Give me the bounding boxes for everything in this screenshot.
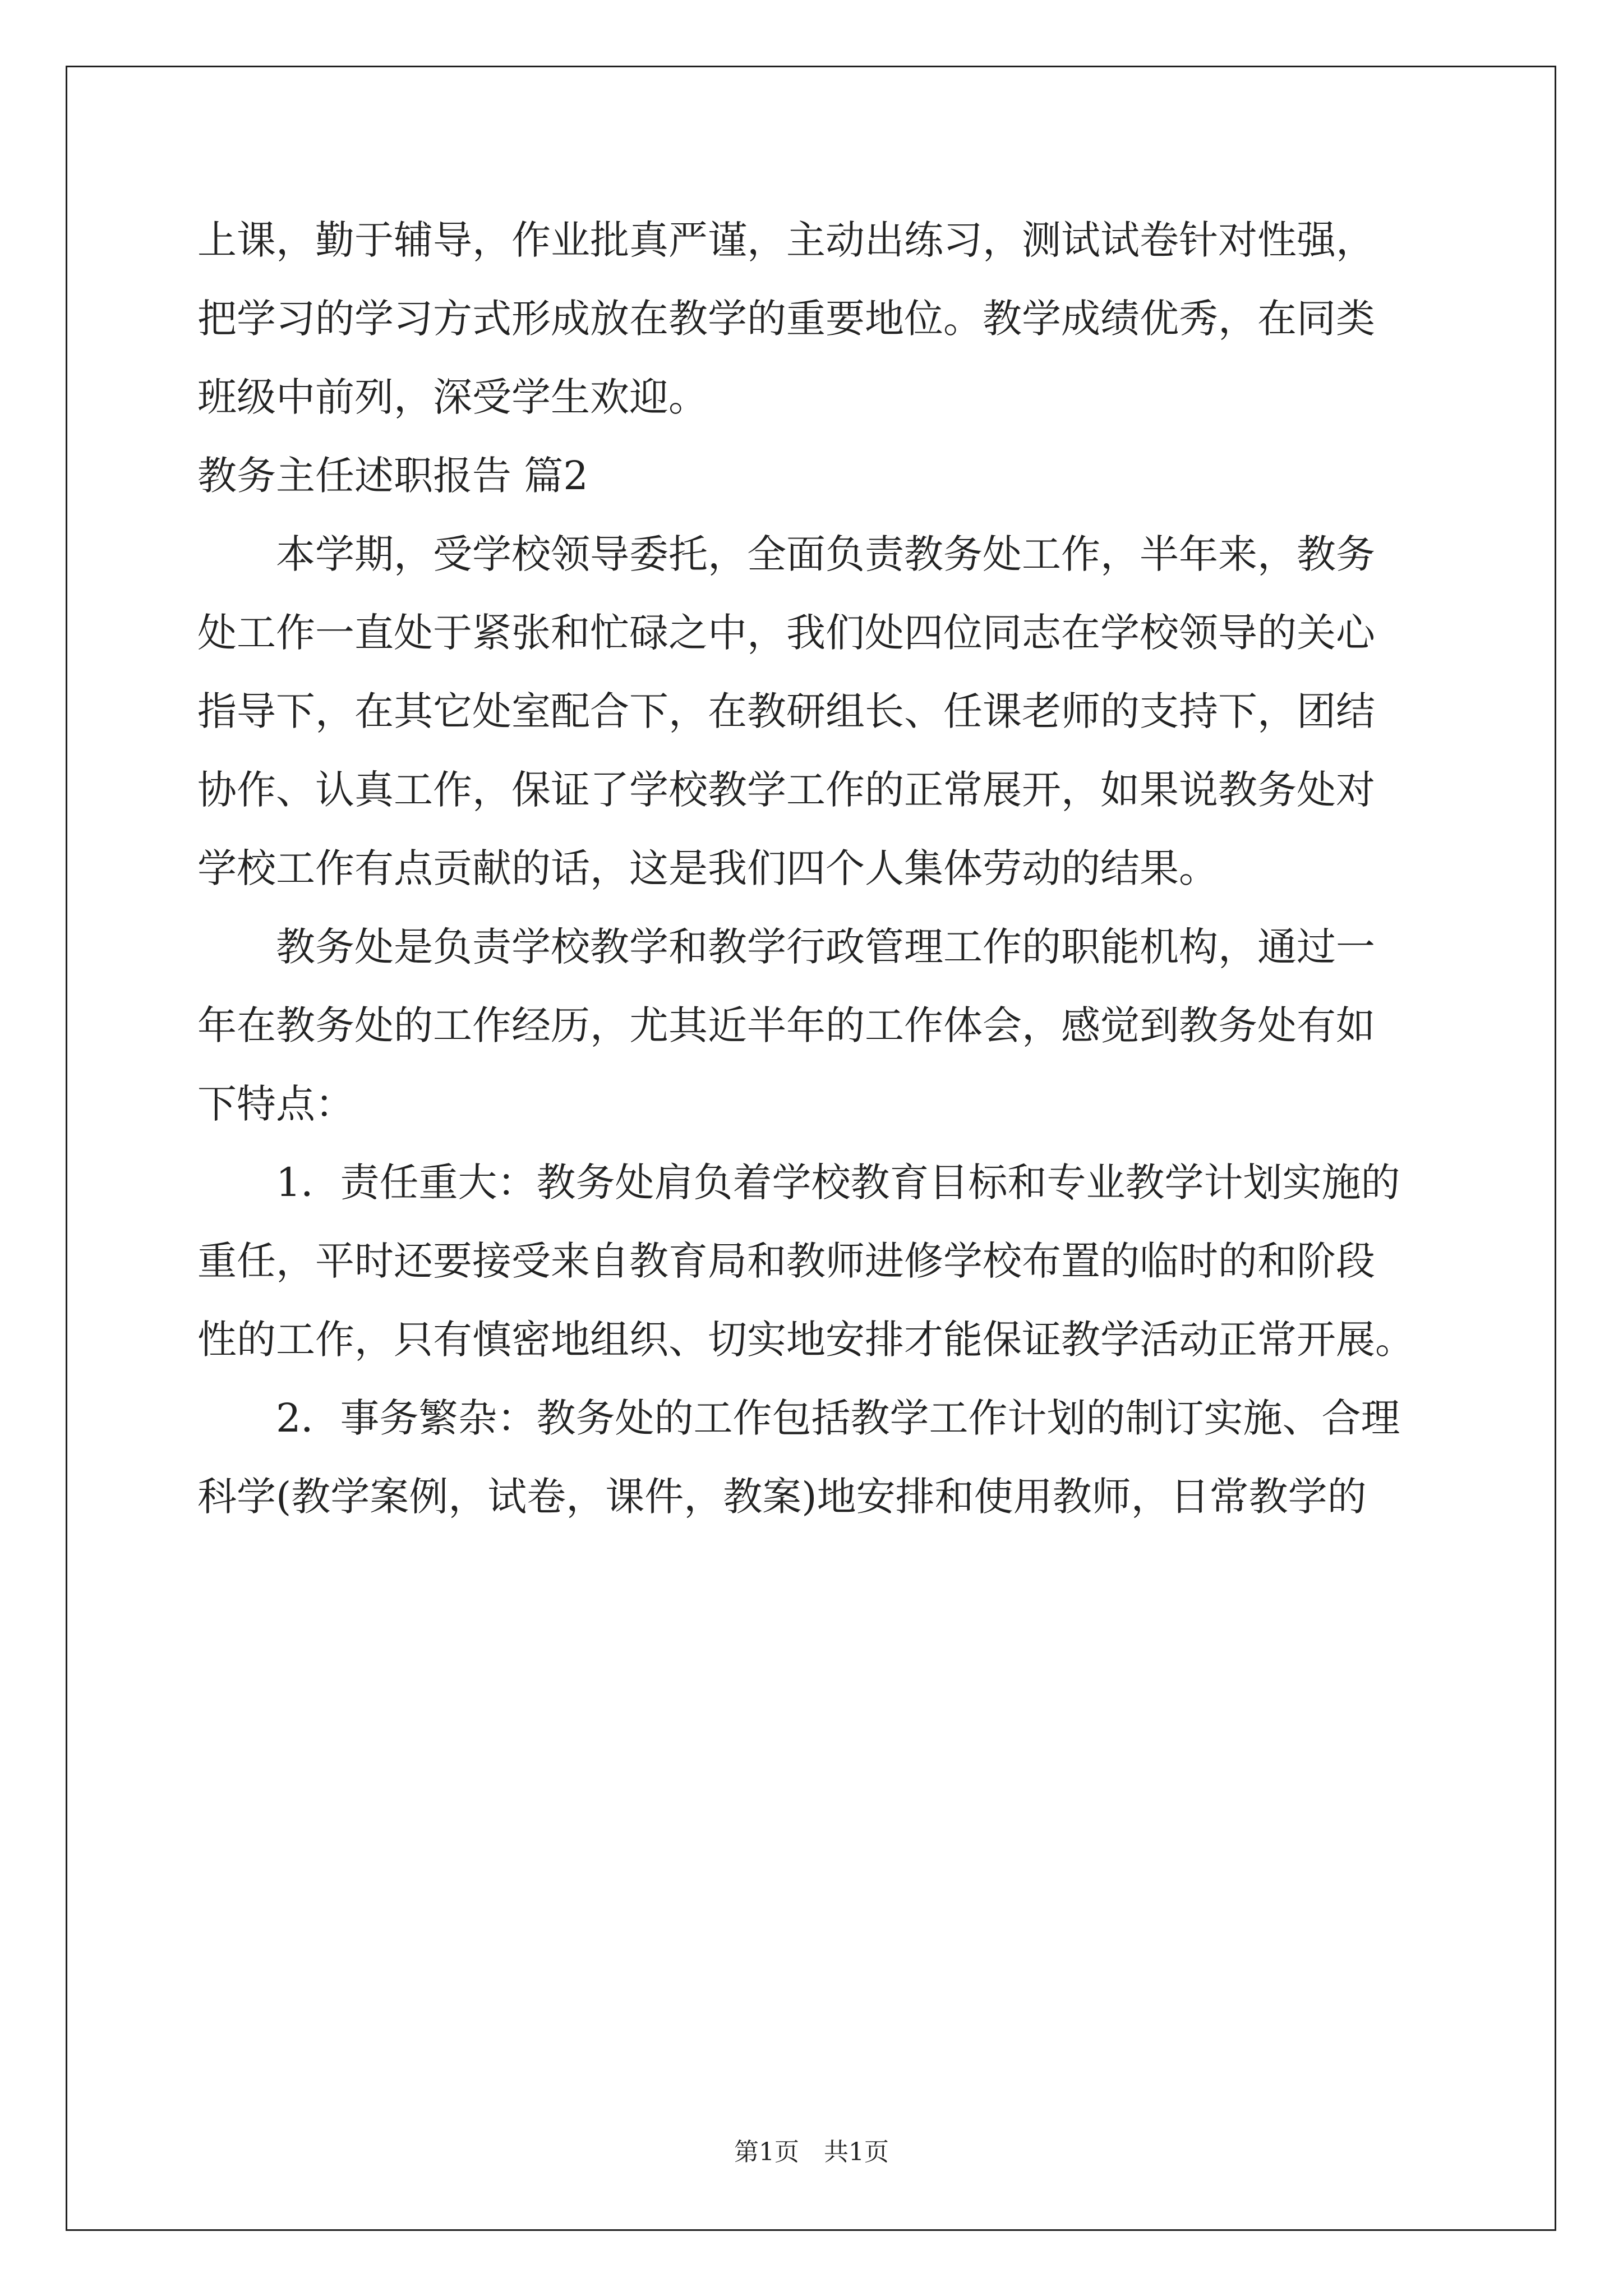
text-line-2: 把学习的学习方式形成放在教学的重要地位。教学成绩优秀，在同类 [197,296,1375,342]
text-line-14: 重任，平时还要接受来自教育局和教师进修学校布置的临时的和阶段 [197,1238,1375,1284]
text-line-3: 班级中前列，深受学生欢迎。 [197,374,708,420]
text-line-16: 2．事务繁杂：教务处的工作包括教学工作计划的制订实施、合理 [197,1395,1400,1441]
text-line-1: 上课，勤于辅导，作业批真严谨，主动出练习，测试试卷针对性强， [197,217,1375,263]
text-line-8: 协作、认真工作，保证了学校教学工作的正常展开，如果说教务处对 [197,767,1375,813]
page-footer: 第1页 共1页 [734,2138,889,2166]
text-line-7: 指导下，在其它处室配合下，在教研组长、任课老师的支持下，团结 [197,688,1375,734]
text-line-17: 科学(教学案例，试卷，课件，教案)地安排和使用教师，日常教学的 [197,1474,1367,1520]
text-line-12: 下特点： [197,1081,354,1127]
text-line-6: 处工作一直处于紧张和忙碌之中，我们处四位同志在学校领导的关心 [197,610,1375,656]
section-heading: 教务主任述职报告 篇2 [197,453,588,499]
text-line-9: 学校工作有点贡献的话，这是我们四个人集体劳动的结果。 [197,845,1218,891]
text-line-10: 教务处是负责学校教学和教学行政管理工作的职能机构，通过一 [197,924,1375,970]
text-line-5: 本学期，受学校领导委托，全面负责教务处工作，半年来，教务 [197,531,1375,577]
text-line-13: 1．责任重大：教务处肩负着学校教育目标和专业教学计划实施的 [197,1159,1400,1205]
text-line-11: 年在教务处的工作经历，尤其近半年的工作体会，感觉到教务处有如 [197,1002,1375,1048]
text-line-15: 性的工作，只有慎密地组织、切实地安排才能保证教学活动正常开展。 [197,1317,1414,1363]
